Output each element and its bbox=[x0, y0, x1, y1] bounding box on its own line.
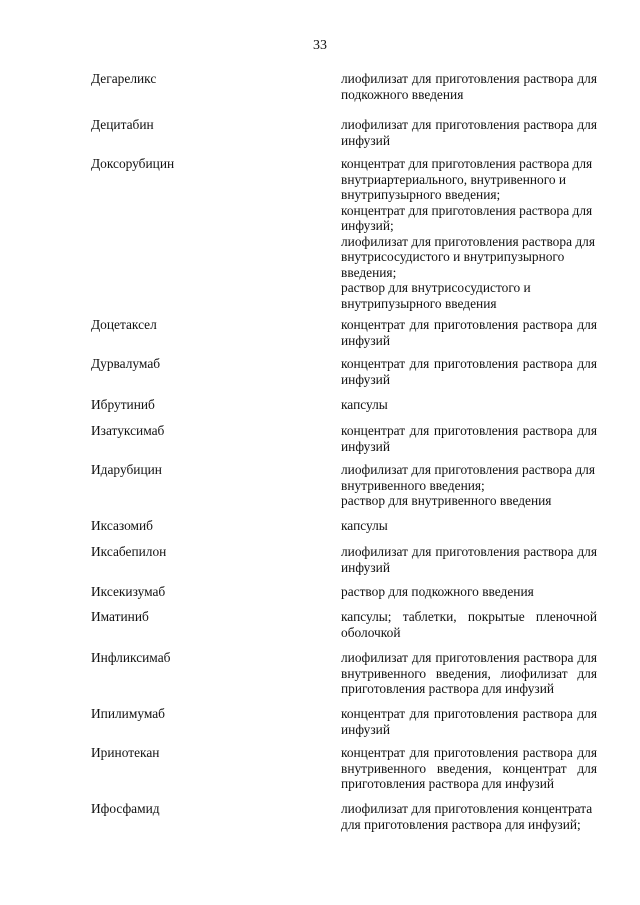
drug-name: Иксабепилон bbox=[91, 544, 167, 559]
dosage-form-line: инфузий bbox=[341, 559, 390, 575]
dosage-forms bbox=[341, 71, 597, 102]
dosage-form-line: инфузий bbox=[341, 332, 390, 348]
dosage-form-line: инфузий bbox=[341, 721, 390, 737]
drug-name: Инфликсимаб bbox=[91, 650, 171, 665]
dosage-form-line: лиофилизат для приготовления раствора для bbox=[341, 117, 597, 132]
dosage-form-line: приготовления раствора для инфузий bbox=[341, 681, 555, 696]
dosage-form-line: внутривенного введения; bbox=[341, 477, 485, 493]
drug-name: Идарубицин bbox=[91, 462, 162, 477]
drug-name: Дурвалумаб bbox=[91, 356, 161, 371]
dosage-form-line: лиофилизат для приготовления раствора для bbox=[341, 233, 596, 249]
dosage-form-line: лиофилизат для приготовления раствора для bbox=[341, 544, 597, 559]
dosage-form-line: лиофилизат для приготовления раствора для bbox=[341, 71, 597, 86]
drug-name: Доцетаксел bbox=[91, 317, 157, 332]
dosage-form-line: концентрат для приготовления раствора для bbox=[341, 356, 597, 371]
dosage-forms bbox=[341, 801, 597, 832]
dosage-form-line: капсулы; таблетки, покрытые пленочной bbox=[341, 609, 597, 624]
dosage-form-line: концентрат для приготовления раствора для bbox=[341, 317, 597, 332]
dosage-form-line: внутрипузырного введения bbox=[341, 295, 497, 311]
dosage-forms bbox=[341, 397, 597, 413]
dosage-form-line: лиофилизат для приготовления раствора для bbox=[341, 650, 597, 665]
dosage-form-line: для приготовления раствора для инфузий; bbox=[341, 816, 581, 832]
dosage-form-line: внутрипузырного введения; bbox=[341, 187, 501, 202]
drug-name: Иксекизумаб bbox=[91, 584, 166, 599]
drug-name: Иксазомиб bbox=[91, 518, 153, 533]
drug-name: Иринотекан bbox=[91, 745, 160, 760]
dosage-form-line: концентрат для приготовления раствора для bbox=[341, 423, 597, 438]
drug-name: Ибрутиниб bbox=[91, 397, 155, 412]
dosage-forms bbox=[341, 650, 597, 697]
dosage-forms bbox=[341, 462, 597, 509]
dosage-form-line: внутриартериального, внутривенного и bbox=[341, 171, 567, 187]
dosage-form-line: концентрат для приготовления раствора для bbox=[341, 706, 597, 721]
dosage-form-line: раствор для подкожного введения bbox=[341, 584, 534, 599]
dosage-form-line: лиофилизат для приготовления раствора для bbox=[341, 462, 596, 477]
page-number: 33 bbox=[313, 38, 327, 53]
dosage-form-line: лиофилизат для приготовления концентрата bbox=[341, 801, 593, 816]
dosage-form-line: капсулы bbox=[341, 518, 388, 533]
dosage-form-line: внутривенного введения, концентрат для bbox=[341, 760, 597, 776]
dosage-forms bbox=[341, 706, 597, 737]
dosage-form-line: концентрат для приготовления раствора для bbox=[341, 202, 593, 218]
dosage-forms bbox=[341, 745, 597, 792]
dosage-form-line: подкожного введения bbox=[341, 86, 464, 102]
dosage-forms bbox=[341, 423, 597, 454]
dosage-forms bbox=[341, 544, 597, 575]
drug-name: Иматиниб bbox=[91, 609, 149, 624]
dosage-form-line: оболочкой bbox=[341, 624, 401, 640]
drug-name: Децитабин bbox=[91, 117, 154, 132]
dosage-forms bbox=[341, 518, 597, 534]
dosage-forms bbox=[341, 584, 597, 600]
dosage-form-line: внутрисосудистого и внутрипузырного bbox=[341, 249, 565, 264]
dosage-form-line: раствор для внутривенного введения bbox=[341, 493, 552, 508]
dosage-form-line: инфузий; bbox=[341, 218, 394, 233]
dosage-forms bbox=[341, 356, 597, 387]
dosage-form-line: инфузий bbox=[341, 132, 390, 148]
dosage-form-line: концентрат для приготовления раствора для bbox=[341, 156, 593, 171]
dosage-form-line: капсулы bbox=[341, 397, 388, 412]
dosage-form-line: инфузий bbox=[341, 438, 390, 454]
dosage-form-line: введения; bbox=[341, 264, 397, 280]
dosage-forms bbox=[341, 317, 597, 348]
dosage-form-line: раствор для внутрисосудистого и bbox=[341, 280, 531, 295]
drug-name: Ифосфамид bbox=[91, 801, 160, 816]
drug-name: Ипилимумаб bbox=[91, 706, 165, 721]
dosage-form-line: внутривенного введения, лиофилизат для bbox=[341, 665, 597, 681]
dosage-form-line: концентрат для приготовления раствора для bbox=[341, 745, 597, 760]
drug-name: Доксорубицин bbox=[91, 156, 175, 171]
dosage-form-line: приготовления раствора для инфузий bbox=[341, 776, 555, 791]
drug-name: Изатуксимаб bbox=[91, 423, 165, 438]
drug-name: Дегареликс bbox=[91, 71, 157, 86]
dosage-forms bbox=[341, 609, 597, 640]
dosage-form-line: инфузий bbox=[341, 371, 390, 387]
dosage-forms bbox=[341, 156, 597, 311]
dosage-forms bbox=[341, 117, 597, 148]
